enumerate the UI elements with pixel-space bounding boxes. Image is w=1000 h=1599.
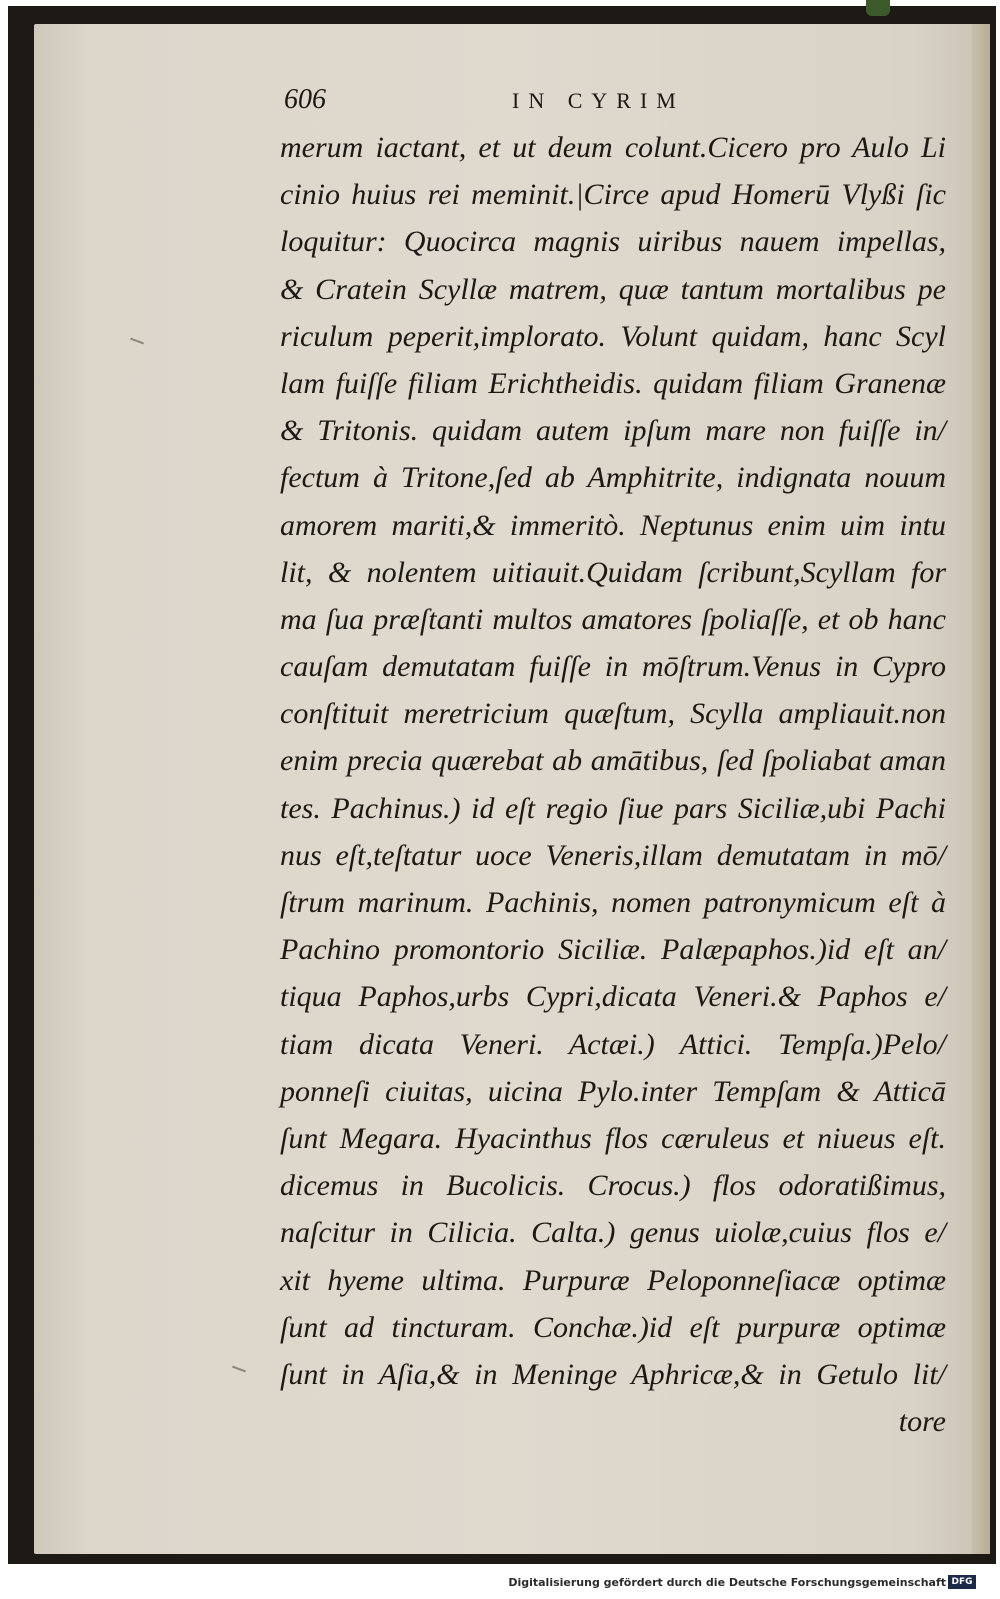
text-line: ſtrum marinum. Pachinis, nomen patronymicum eſt à <box>280 886 946 919</box>
text-line: cinio huius rei meminit.|Circe apud Homerū Vlyßi ſic <box>280 178 946 212</box>
text-line: lam fuiſſe filiam Erichtheidis. quidam filiam Granenæ <box>280 366 946 400</box>
page-header <box>284 80 944 120</box>
text-line: tiqua Paphos,urbs Cypri,dicata Veneri.& Paphos e/ <box>280 980 946 1014</box>
text-line: nus eſt,teſtatur uoce Veneris,illam demutatam in mō/ <box>280 838 946 872</box>
running-head: IN CYRIM <box>512 88 685 113</box>
text-line: conſtituit meretricium quæſtum, Scylla ampliauit.non <box>280 697 946 731</box>
text-line: Pachino promontorio Siciliæ. Palæpaphos.)id eſt an/ <box>280 933 946 967</box>
text-line: ſunt ad tincturam. Conchæ.)id eſt purpuræ optimæ <box>280 1310 946 1344</box>
page-edge <box>972 24 990 1554</box>
catchword: tore <box>898 1405 946 1439</box>
text-line: fectum à Tritone,ſed ab Amphitrite, indignata nouum <box>280 461 946 495</box>
text-line: ſunt in Aſia,& in Meninge Aphricæ,& in Getulo lit/ <box>280 1357 946 1391</box>
body-text <box>280 124 946 1445</box>
dfg-logo: DFG <box>948 1575 976 1589</box>
text-line: ſunt Megara. Hyacinthus flos cæruleus et niueus eſt. <box>280 1121 946 1155</box>
text-line: lit, & nolentem uitiauit.Quidam ſcribunt,Scyllam for <box>280 555 946 589</box>
text-line: xit hyeme ultima. Purpuræ Peloponneſiacæ optimæ <box>280 1263 946 1297</box>
text-line: amorem mariti,& immeritò. Neptunus enim uim intu <box>280 508 946 542</box>
text-line: ma ſua præſtanti multos amatores ſpoliaſſe, et ob hanc <box>280 602 946 636</box>
text-line: cauſam demutatam fuiſſe in mōſtrum.Venus in Cypro <box>280 650 946 684</box>
text-line: dicemus in Bucolicis. Crocus.) flos odoratißimus, <box>280 1169 946 1203</box>
footer-credit: Digitalisierung gefördert durch die Deutsche Forschungsgemeinschaft <box>508 1576 946 1589</box>
digitization-footer <box>0 1571 1000 1599</box>
text-line: enim precia quærebat ab amātibus, ſed ſpoliabat aman <box>280 744 946 778</box>
text-line: & Cratein Scyllæ matrem, quæ tantum mortalibus pe <box>280 272 946 306</box>
text-line: ponneſi ciuitas, uicina Pylo.inter Tempſam & Atticā <box>280 1074 946 1108</box>
text-line: tes. Pachinus.) id eſt regio ſiue pars Siciliæ,ubi Pachi <box>280 791 946 825</box>
text-line: & Tritonis. quidam autem ipſum mare non fuiſſe in/ <box>280 414 946 448</box>
text-line: naſcitur in Cilicia. Calta.) genus uiolæ,cuius flos e/ <box>280 1216 946 1250</box>
text-line: tiam dicata Veneri. Actæi.) Attici. Tempſa.)Pelo/ <box>280 1027 946 1061</box>
page-number: 606 <box>284 84 326 115</box>
binding-thread <box>866 0 890 16</box>
text-line: merum iactant, et ut deum colunt.Cicero pro Aulo Li <box>280 131 946 164</box>
text-line: loquitur: Quocirca magnis uiribus nauem impellas, <box>280 225 946 259</box>
text-line: riculum peperit,implorato. Volunt quidam, hanc Scyl <box>280 319 946 353</box>
